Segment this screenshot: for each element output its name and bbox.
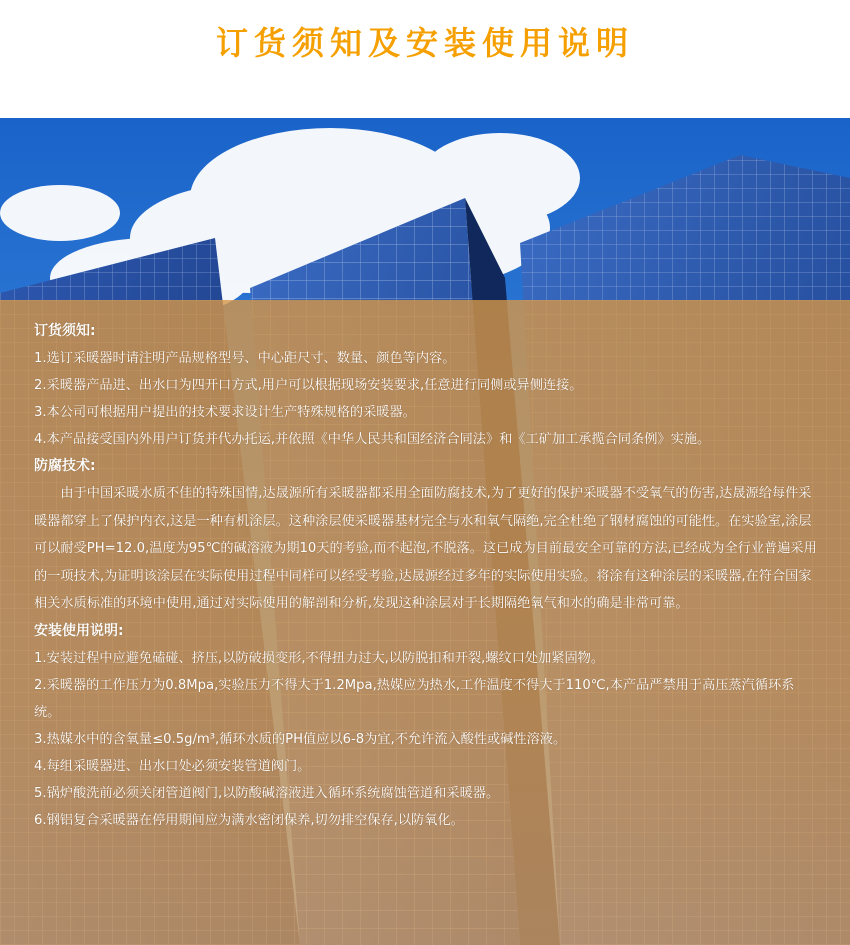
installation-item-6: 6.钢铝复合采暖器在停用期间应为满水密闭保养,切勿排空保存,以防氧化。 — [34, 812, 464, 828]
ordering-item-4: 4.本产品接受国内外用户订货并代办托运,并依照《中华人民共和国经济合同法》和《工矿加工承揽合同条例》实施。 — [34, 432, 711, 447]
anticorrosion-paragraph: 由于中国采暖水质不佳的特殊国情,达晟源所有采暖器都采用全面防腐技术,为了更好的保护采暖器不受氧气的伤害,达晟源给每件采暖器都穿上了保护内衣,这是一种有机涂层。这种涂层使采暖器基材完全与水和氧气隔绝,完全杜绝了钢材腐蚀的可能性。在实验室,涂层可以耐受PH=12.0,温度为95℃的碱溶液为期10天的考验,而不起泡,不脱落。这已成为目前最安全可靠的方法,已经成为全行业普遍采用的一项技术,为证明该涂层在实际使用过程中同样可以经受考验,达晟源经过多年的实际使用实验。将涂有这种涂层的采暖器,在符合国家相关水质标准的环境中使用,通过对实际使用的解剖和分析,发现这种涂层对于长期隔绝氧气和水的确是非常可靠。 — [34, 486, 817, 611]
installation-heading: 安装使用说明: — [34, 622, 124, 639]
ordering-heading: 订货须知: — [34, 323, 96, 339]
ordering-item-1: 1.选订采暖器时请注明产品规格型号、中心距尺寸、数量、颜色等内容。 — [34, 351, 456, 366]
ordering-item-3: 3.本公司可根据用户提出的技术要求设计生产特殊规格的采暖器。 — [34, 405, 416, 420]
installation-item-1: 1.安装过程中应避免磕碰、挤压,以防破损变形,不得扭力过大,以防脱扣和开裂,螺纹口处加紧固物。 — [34, 650, 605, 666]
anticorrosion-heading: 防腐技术: — [34, 458, 96, 474]
title-area — [0, 0, 850, 118]
content — [34, 318, 820, 834]
installation-item-4: 4.每组采暖器进、出水口处必须安装管道阀门。 — [34, 758, 311, 774]
installation-item-3: 3.热媒水中的含氧量≤0.5g/m³,循环水质的PH值应以6-8为宜,不允许流入酸性或碱性溶液。 — [34, 731, 567, 747]
installation-item-5: 5.锅炉酸洗前必须关闭管道阀门,以防酸碱溶液进入循环系统腐蚀管道和采暖器。 — [34, 785, 500, 801]
installation-item-2: 2.采暖器的工作压力为0.8Mpa,实验压力不得大于1.2Mpa,热媒应为热水,工作温度不得大于110℃,本产品严禁用于高压蒸汽循环系统。 — [34, 677, 795, 720]
ordering-item-2: 2.采暖器产品进、出水口为四开口方式,用户可以根据现场安装要求,任意进行同侧或异侧连接。 — [34, 378, 583, 393]
page-title: 订货须知及安装使用说明 — [215, 24, 634, 62]
